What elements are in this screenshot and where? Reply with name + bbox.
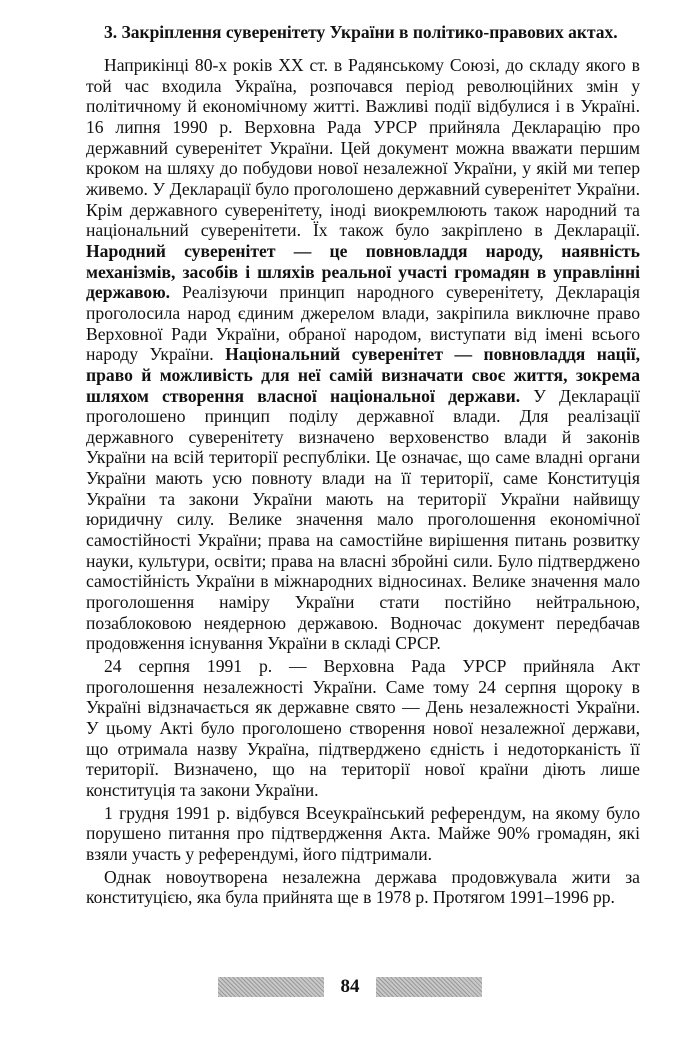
definition-national-sovereignty: Національний суверенітет — повновладдя нації, право й можливість для неї самій визначати своє життя, зокрема шляхом створення власної національної держави. (86, 344, 640, 406)
paragraph-text: Однак новоутворена незалежна держава продовжувала жити за конституцією, яка була прийнята ще в 1978 р. Протягом 1991–1996 рр. (86, 866, 640, 908)
paragraph-text: Наприкінці 80-х років XX ст. в Радянському Союзі, до складу якого в той час входила Україна, розпочався період революційних змін у політичному й економічному житті. Важливі події відбулися і в Україні. 16 липня 1990 р. Верховна Рада УРСР прийняла Декларацію про державний суверенітет України. Цей документ можна вважати першим кроком на шляху до побудови нової незалежної України, у якій ми тепер живемо. У Декларації було проголошено державний суверенітет України. Крім державного суверенітету, іноді виокремлюють також народний та національний суверенітети. Їх також було закріплено в Декларації. (86, 55, 640, 241)
definition-popular-sovereignty: Народний суверенітет — це повновладдя народу, наявність механізмів, засобів і шляхів реальної участі громадян в управлінні державою. (86, 240, 640, 303)
paragraph-text: У Декларації проголошено принцип поділу державної влади. Для реалізації державного суверенітету визначено верховенство влади й законів України на всій території республіки. Це означає, що саме владні органи України мають усю повноту влади на її території, саме Конституція України та закони України мають на території України найвищу юридичну силу. Велике значення мало проголошення економічної самостійності України; права на самостійне вирішення питань розвитку науки, культури, освіти; права на власні збройні сили. Було підтверджено самостійність України в міжнародних відносинах. Велике значення мало проголошення наміру України стати постійно нейтральною, позаблоковою неядерною державою. Водночас документ передбачав продовження існування України в складі СРСР. (86, 385, 641, 654)
paragraph-declaration (86, 55, 640, 654)
page-number: 84 (340, 976, 360, 997)
paragraph-referendum (86, 803, 640, 865)
paragraph-text: Реалізуючи принцип народного суверенітету, Декларація проголосила народ єдиним джерелом влади, закріпила виключне право Верховної Ради України, обраної народом, виступати від імені всього народу України. (86, 282, 640, 365)
section-heading: 3. Закріплення суверенітету України в політико-правових актах. (104, 22, 618, 42)
document-page (86, 22, 640, 910)
footer-bar-right (376, 977, 482, 997)
paragraph-independence-act (86, 656, 640, 801)
footer-bar-left (218, 977, 324, 997)
page-footer (218, 976, 482, 998)
paragraph-constitution (86, 867, 640, 908)
paragraph-text: 1 грудня 1991 р. відбувся Всеукраїнський референдум, на якому було порушено питання про підтвердження Акта. Майже 90% громадян, які взяли участь у референдумі, його підтримали. (86, 802, 640, 864)
paragraph-text: 24 серпня 1991 р. — Верховна Рада УРСР прийняла Акт проголошення незалежності України. Саме тому 24 серпня щороку в Україні відзначається як державне свято — День незалежності України. У цьому Акті було проголошено створення нової незалежної держави, що отримала назву Україна, підтверджено єдність і недоторканість її території. Визначено, що на території нової країни діють лише конституція та закони України. (86, 656, 640, 800)
